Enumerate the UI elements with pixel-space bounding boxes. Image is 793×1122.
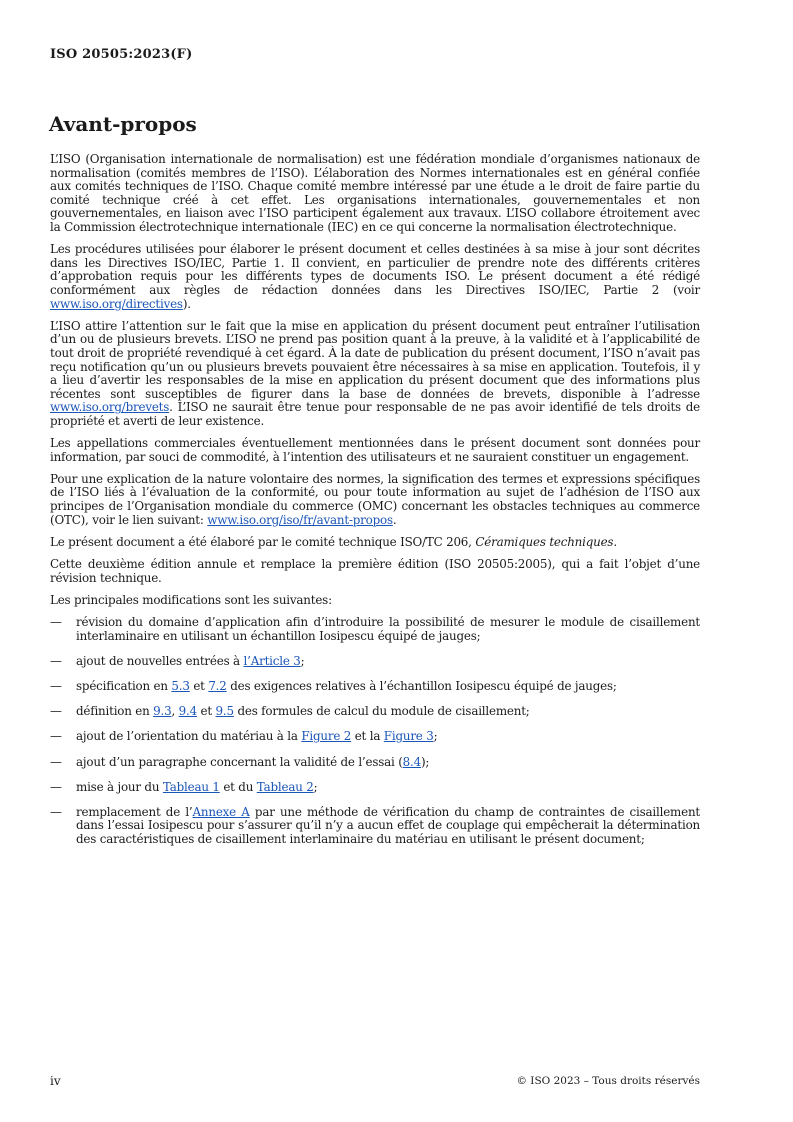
copyright-notice: © ISO 2023 – Tous droits réservés <box>516 1075 700 1087</box>
list-item-text: spécification en <box>76 678 172 693</box>
list-item-text: des formules de calcul du module de cisaillement; <box>233 704 530 719</box>
list-item <box>50 616 700 643</box>
page-title: Avant-propos <box>49 112 197 136</box>
changes-list <box>50 616 700 847</box>
figure-3-link[interactable]: Figure 3 <box>383 729 434 744</box>
dash-bullet: — <box>50 678 62 693</box>
paragraph: Les appellations commerciales éventuellement mentionnées dans le présent document sont données pour information, par souci de commodité, à l’intention des utilisateurs et ne sauraient constituer un engagement. <box>50 436 700 464</box>
paragraph <box>50 320 700 429</box>
dash-bullet: — <box>50 754 62 769</box>
document-body <box>50 153 700 858</box>
clause-9-3-link[interactable]: 9.3 <box>153 704 172 719</box>
list-item-text: des exigences relatives à l’échantillon Iosipescu équipé de jauges; <box>226 678 617 693</box>
list-item-text: définition en <box>76 704 154 719</box>
list-item <box>50 781 700 795</box>
foreword-link[interactable]: www.iso.org/iso/fr/avant-propos <box>207 512 393 527</box>
list-item <box>50 680 700 694</box>
clause-5-3-link[interactable]: 5.3 <box>171 678 190 693</box>
list-item-text: , <box>171 704 179 719</box>
patents-link[interactable]: www.iso.org/brevets <box>50 400 170 415</box>
paragraph: L’ISO (Organisation internationale de normalisation) est une fédération mondiale d’organismes nationaux de normalisation (comités membres de l’ISO). L’élaboration des Normes internationales est en général confiée aux comités techniques de l’ISO. Chaque comité membre intéressé par une étude a le droit de faire partie du comité technique créé à cet effet. Les organisations internationales, gouvernementales et non gouvernementales, en liaison avec l’ISO participent également aux travaux. L’ISO collabore étroitement avec la Commission électrotechnique internationale (IEC) en ce qui concerne la normalisation électrotechnique. <box>50 152 700 234</box>
list-item-text: remplacement de l’ <box>76 804 193 819</box>
paragraph-text: Pour une explication de la nature volontaire des normes, la signification des termes et expressions spécifiques de l’ISO liés à l’évaluation de la conformité, ou pour toute information au sujet de l’adhésion de l’ISO aux principes de l’Organisation mondiale du commerce (OMC) concernant les obstacles techniques au commerce (OTC), voir le lien suivant: <box>50 471 700 527</box>
dash-bullet: — <box>50 779 62 794</box>
list-item <box>50 806 700 847</box>
clause-9-5-link[interactable]: 9.5 <box>215 704 234 719</box>
list-item-text: ; <box>433 729 438 744</box>
table-2-link[interactable]: Tableau 2 <box>256 779 314 794</box>
dash-bullet: — <box>50 653 62 668</box>
dash-bullet: — <box>50 704 62 719</box>
list-item-text: et <box>189 678 209 693</box>
list-item <box>50 756 700 770</box>
dash-bullet: — <box>50 729 62 744</box>
list-item-text: ajout de l’orientation du matériau à la <box>76 729 302 744</box>
figure-2-link[interactable]: Figure 2 <box>301 729 352 744</box>
annex-a-link[interactable]: Annexe A <box>192 804 250 819</box>
page-number: iv <box>50 1074 61 1088</box>
article-3-link[interactable]: l’Article 3 <box>243 653 301 668</box>
list-item <box>50 730 700 744</box>
paragraph-text: L’ISO attire l’attention sur le fait que la mise en application du présent document peut entraîner l’utilisation d’un ou de plusieurs brevets. L’ISO ne prend pas position quant à la preuve, à la validité et à l’applicabilité de tout droit de propriété revendiqué à cet égard. À la date de publication du présent document, l’ISO n’avait pas reçu notification qu’un ou plusieurs brevets pouvaient être nécessaires à sa mise en application. Toutefois, il y a lieu d’avertir les responsables de la mise en application du présent document que des informations plus récentes sont susceptibles de figurer dans la base de données de brevets, disponible à l’adresse <box>50 318 700 401</box>
paragraph <box>50 243 700 311</box>
list-item-text: et <box>196 704 216 719</box>
paragraph-text: ). <box>182 296 191 311</box>
list-item <box>50 655 700 669</box>
paragraph <box>50 536 700 550</box>
paragraph-text: Le présent document a été élaboré par le comité technique ISO/TC 206, <box>50 534 476 549</box>
clause-9-4-link[interactable]: 9.4 <box>178 704 197 719</box>
paragraph-text: . L’ISO ne saurait être tenue pour responsable de ne pas avoir identifié de tels droits de propriété et averti de leur existence. <box>50 400 700 428</box>
dash-bullet: — <box>50 804 62 819</box>
list-item-text: et la <box>351 729 384 744</box>
list-item-text: et du <box>219 779 257 794</box>
list-item-text: ajout de nouvelles entrées à <box>76 653 244 668</box>
list-item-text: mise à jour du <box>76 779 163 794</box>
paragraph-text: . <box>392 512 397 527</box>
paragraph <box>50 473 700 527</box>
clause-8-4-link[interactable]: 8.4 <box>402 754 421 769</box>
list-item-text: ); <box>420 754 430 769</box>
table-1-link[interactable]: Tableau 1 <box>162 779 220 794</box>
list-item-text: ; <box>313 779 318 794</box>
committee-name: Céramiques techniques <box>475 534 614 549</box>
list-item-text: ; <box>300 653 305 668</box>
paragraph-text: . <box>613 534 617 549</box>
paragraph: Cette deuxième édition annule et remplace la première édition (ISO 20505:2005), qui a fait l’objet d’une révision technique. <box>50 557 700 585</box>
list-item <box>50 705 700 719</box>
document-id: ISO 20505:2023(F) <box>50 47 193 62</box>
list-item-text: ajout d’un paragraphe concernant la validité de l’essai ( <box>76 754 403 769</box>
paragraph: Les principales modifications sont les suivantes: <box>50 592 332 607</box>
dash-bullet: — <box>50 614 62 629</box>
directives-link[interactable]: www.iso.org/directives <box>50 296 183 311</box>
clause-7-2-link[interactable]: 7.2 <box>208 678 227 693</box>
list-item-text: révision du domaine d’application afin d’introduire la possibilité de mesurer le module de cisaillement interlaminaire en utilisant un échantillon Iosipescu équipé de jauges; <box>76 614 700 643</box>
list-item-text: par une méthode de vérification du champ de contraintes de cisaillement dans l’essai Iosipescu pour s’assurer qu’il n’y a aucun effet de couplage qui empêcherait la détermination des caractéristiques de cisaillement interlaminaire du matériau en utilisant le présent document; <box>76 804 701 847</box>
paragraph-text: Les procédures utilisées pour élaborer le présent document et celles destinées à sa mise à jour sont décrites dans les Directives ISO/IEC, Partie 1. Il convient, en particulier de prendre note des différents critères d’approbation requis pour les différents types de documents ISO. Le présent document a été rédigé conformément aux règles de rédaction données dans les Directives ISO/IEC, Partie 2 (voir <box>50 242 700 297</box>
